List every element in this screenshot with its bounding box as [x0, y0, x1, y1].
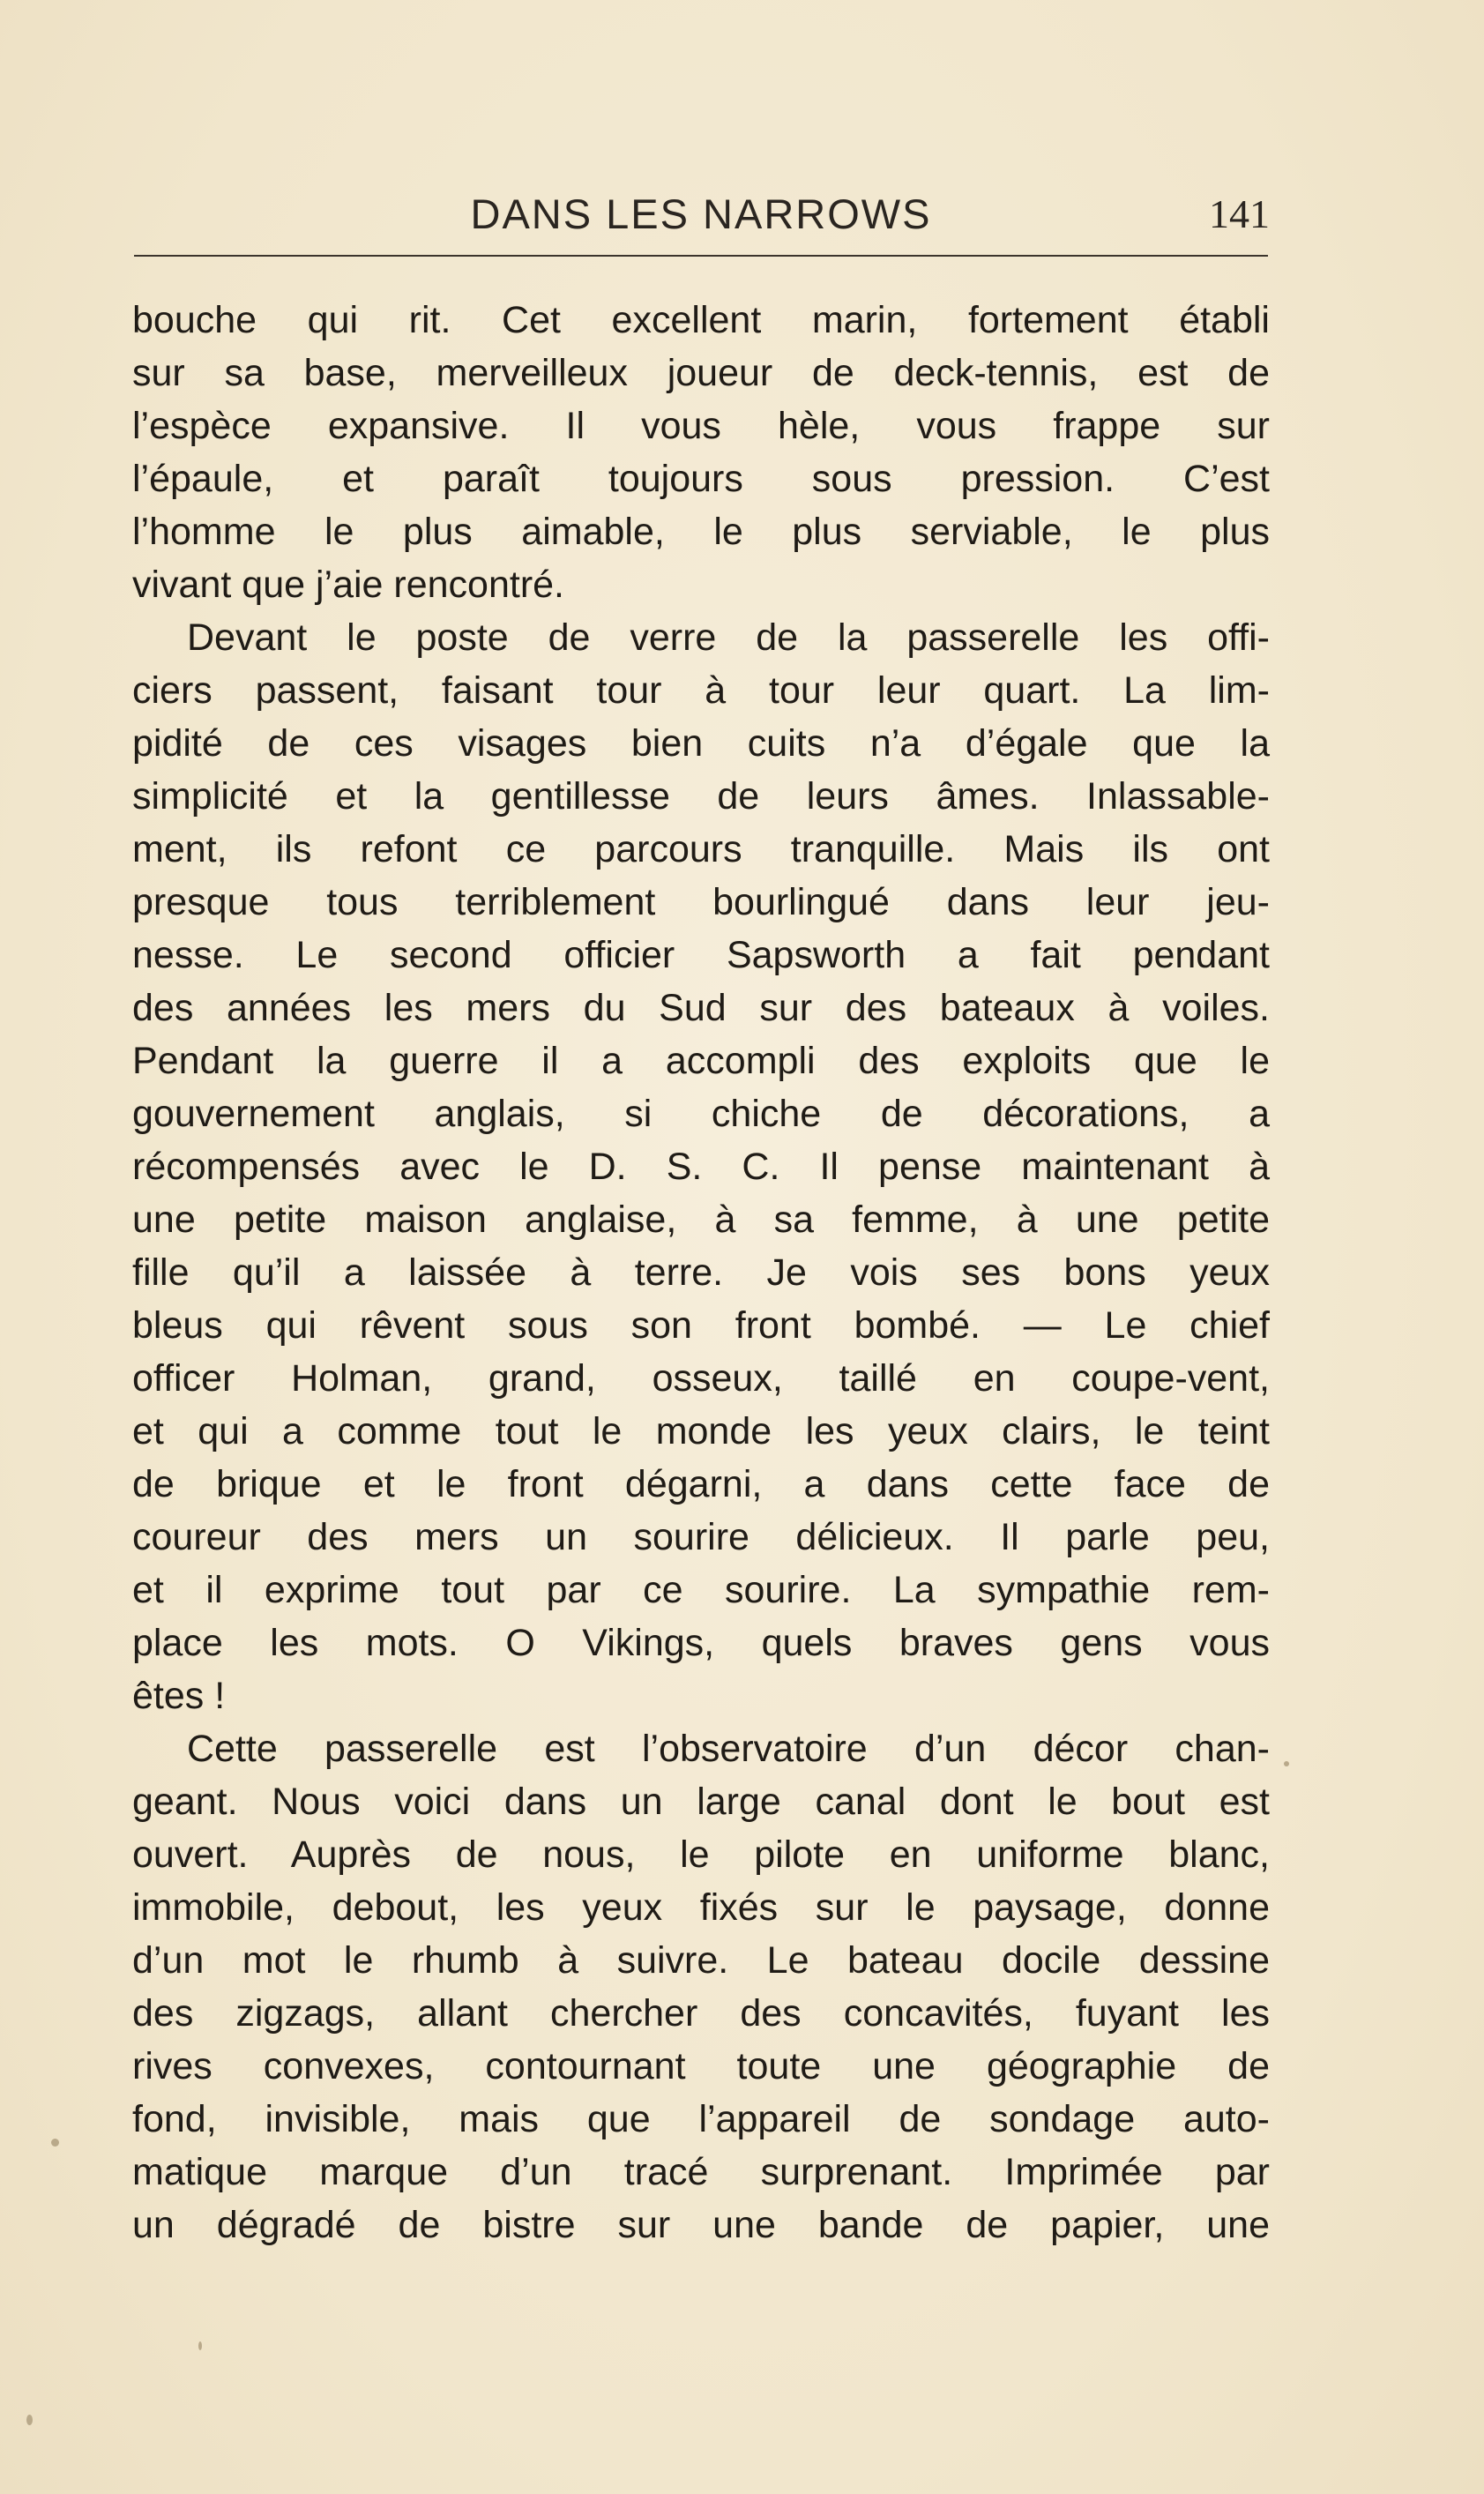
text-line: Devant le poste de verre de la passerelle les offi-: [187, 616, 1270, 659]
text-line: nesse. Le second officier Sapsworth a fait pendant: [132, 934, 1270, 976]
text-line: pidité de ces visages bien cuits n’a d’égale que la: [132, 722, 1270, 765]
paper-speck: [198, 2341, 202, 2350]
text-line: officer Holman, grand, osseux, taillé en coupe-vent,: [132, 1357, 1270, 1400]
text-line: gouvernement anglais, si chiche de décorations, a: [132, 1093, 1270, 1135]
text-line: bleus qui rêvent sous son front bombé. — Le chief: [132, 1304, 1270, 1347]
text-line: sur sa base, merveilleux joueur de deck-tennis, est de: [132, 352, 1270, 394]
paper-speck: [51, 2139, 59, 2147]
paper-speck: [1284, 1761, 1289, 1766]
text-line: un dégradé de bistre sur une bande de papier, une: [132, 2204, 1270, 2246]
header-rule: [134, 255, 1268, 257]
text-line: immobile, debout, les yeux fixés sur le paysage, donne: [132, 1886, 1270, 1929]
page-number: 141: [1209, 191, 1270, 236]
text-line: simplicité et la gentillesse de leurs âmes. Inlassable-: [132, 775, 1270, 818]
text-line: fond, invisible, mais que l’appareil de sondage auto-: [132, 2098, 1270, 2140]
text-line: ment, ils refont ce parcours tranquille. Mais ils ont: [132, 828, 1270, 870]
page-header: [132, 183, 1270, 245]
text-line: ouvert. Auprès de nous, le pilote en uniforme blanc,: [132, 1833, 1270, 1876]
text-line: fille qu’il a laissée à terre. Je vois ses bons yeux: [132, 1251, 1270, 1294]
text-line: place les mots. O Vikings, quels braves gens vous: [132, 1622, 1270, 1664]
text-line: presque tous terriblement bourlingué dans leur jeu-: [132, 881, 1270, 923]
text-line: geant. Nous voici dans un large canal dont le bout est: [132, 1781, 1270, 1823]
paper-speck: [26, 2415, 33, 2425]
text-line: vivant que j’aie rencontré.: [132, 564, 565, 606]
text-line: récompensés avec le D. S. C. Il pense maintenant à: [132, 1146, 1270, 1188]
text-line: rives convexes, contournant toute une géographie de: [132, 2045, 1270, 2087]
text-line: des années les mers du Sud sur des bateaux à voiles.: [132, 987, 1270, 1029]
text-line: l’épaule, et paraît toujours sous pression. C’est: [132, 458, 1270, 500]
text-line: l’homme le plus aimable, le plus serviable, le plus: [132, 511, 1270, 553]
text-line: coureur des mers un sourire délicieux. Il parle peu,: [132, 1516, 1270, 1558]
text-line: et il exprime tout par ce sourire. La sympathie rem-: [132, 1569, 1270, 1611]
text-line: et qui a comme tout le monde les yeux clairs, le teint: [132, 1410, 1270, 1452]
text-line: ciers passent, faisant tour à tour leur quart. La lim-: [132, 669, 1270, 712]
body-text: [132, 294, 1270, 2251]
running-title: DANS LES NARROWS: [470, 190, 932, 237]
text-line: Pendant la guerre il a accompli des exploits que le: [132, 1040, 1270, 1082]
text-line: bouche qui rit. Cet excellent marin, fortement établi: [132, 299, 1270, 341]
text-line: matique marque d’un tracé surprenant. Imprimée par: [132, 2151, 1270, 2193]
text-line: l’espèce expansive. Il vous hèle, vous frappe sur: [132, 405, 1270, 447]
text-line: êtes !: [132, 1675, 226, 1717]
text-line: une petite maison anglaise, à sa femme, à une petite: [132, 1198, 1270, 1241]
text-line: des zigzags, allant chercher des concavités, fuyant les: [132, 1992, 1270, 2035]
text-line: de brique et le front dégarni, a dans cette face de: [132, 1463, 1270, 1505]
text-line: Cette passerelle est l’observatoire d’un décor chan-: [187, 1728, 1270, 1770]
text-line: d’un mot le rhumb à suivre. Le bateau docile dessine: [132, 1939, 1270, 1982]
